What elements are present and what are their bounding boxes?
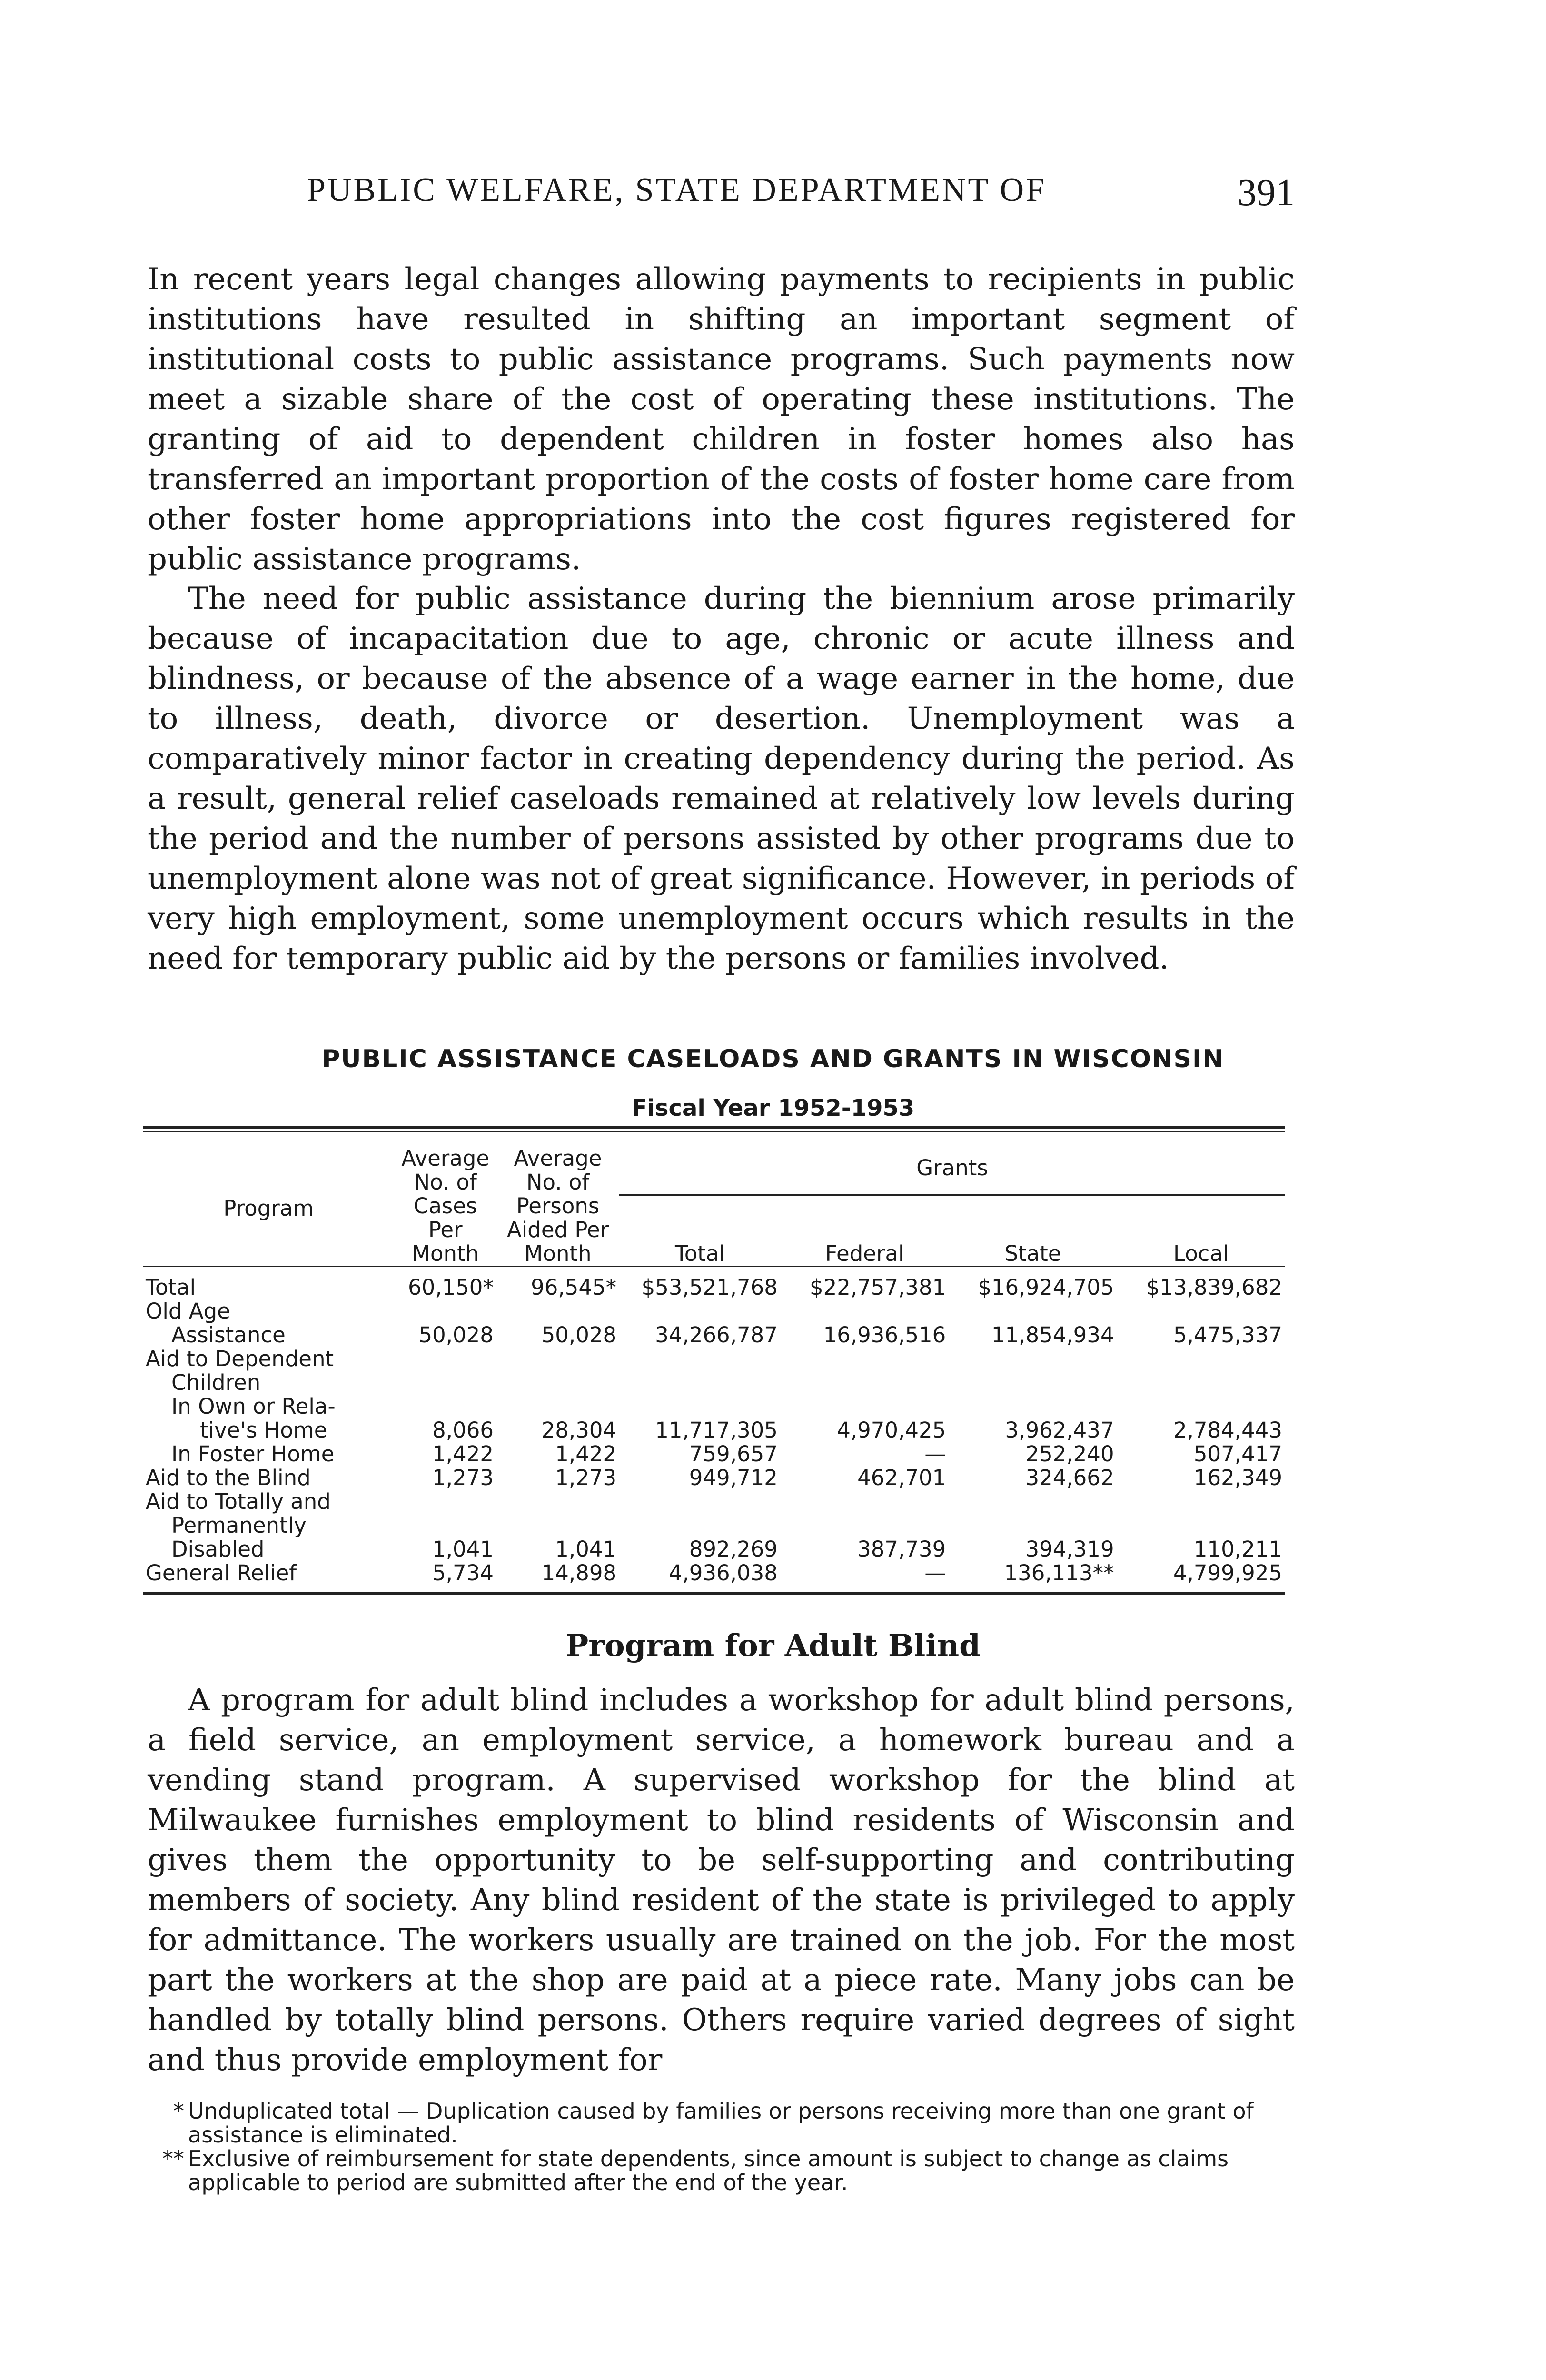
cell-persons: 28,304 <box>541 1418 617 1443</box>
row-label: Old Age <box>146 1299 230 1324</box>
footnote-mark: * <box>173 2098 184 2124</box>
row-label: tive's Home <box>200 1418 327 1443</box>
paragraph-adult-blind: A program for adult blind includes a workshop for adult blind persons, a field service, an employment service, a homework bureau and a vending stand program. A supervised workshop for the blind at Milwaukee furnishes employment to blind residents of Wisconsin and gives them the opportunity to be self-supporting and contributing members of society. Any blind resident of the state is privileged to apply for admittance. The workers usually are trained on the job. For the most part the workers at the shop are paid at a piece rate. Many jobs can be handled by totally blind persons. Others require varied degrees of sight and thus provide employment for <box>148 1683 1295 2078</box>
cell-state: 394,319 <box>1025 1537 1114 1562</box>
row-label: Total <box>146 1275 196 1300</box>
cell-persons: 1,041 <box>555 1537 617 1562</box>
table-row <box>143 1442 1285 1466</box>
table-bottom-rule <box>143 1592 1285 1595</box>
cell-federal: 4,970,425 <box>837 1418 946 1443</box>
row-label: In Foster Home <box>171 1441 335 1467</box>
cell-local: 2,784,443 <box>1173 1418 1282 1443</box>
header-persons <box>496 1132 619 1266</box>
cell-state: 136,113** <box>1004 1560 1114 1586</box>
cell-state: 252,240 <box>1025 1441 1114 1467</box>
cell-total: 892,269 <box>689 1537 778 1562</box>
row-label: General Relief <box>146 1560 297 1586</box>
header-grants: Grants <box>619 1132 1285 1195</box>
cell-federal: 387,739 <box>857 1537 946 1562</box>
cell-total: 11,717,305 <box>655 1418 778 1443</box>
cell-state: 324,662 <box>1025 1465 1114 1490</box>
running-head: PUBLIC WELFARE, STATE DEPARTMENT OF <box>307 172 1047 208</box>
cell-local: $13,839,682 <box>1146 1275 1282 1300</box>
cell-state: $16,924,705 <box>978 1275 1114 1300</box>
header-federal: Federal <box>825 1241 904 1266</box>
header-persons-line2: No. of <box>526 1170 590 1195</box>
header-state: State <box>1004 1241 1061 1266</box>
paragraph-need-for-assistance: The need for public assistance during the biennium arose primarily because of incapacitation due to age, chronic or acute illness and blindness, or because of the absence of a wage earner in the home, due to illness, death, divorce or desertion. Unemployment was a comparatively minor factor in creating dependency during the period. As a result, general relief caseloads remained at relatively low levels during the period and the number of persons assisted by other programs due to unemployment alone was not of great significance. However, in periods of very high employment, some unemployment occurs which results in the need for temporary public aid by the persons or families involved. <box>148 581 1295 976</box>
cell-total: 34,266,787 <box>655 1322 778 1348</box>
cell-total: 949,712 <box>689 1465 778 1490</box>
cell-total: 4,936,038 <box>668 1560 778 1586</box>
row-label: Disabled <box>171 1537 265 1562</box>
header-persons-line3: Persons <box>516 1193 600 1219</box>
page-number: 391 <box>1238 172 1295 214</box>
table-row <box>143 1490 1285 1514</box>
row-label: Children <box>171 1370 261 1395</box>
cell-persons: 96,545* <box>531 1275 617 1300</box>
row-label: Aid to Dependent <box>146 1346 334 1371</box>
table-row <box>143 1514 1285 1537</box>
table-row <box>143 1561 1285 1592</box>
row-label: Permanently <box>171 1513 307 1538</box>
cell-total: 759,657 <box>689 1441 778 1467</box>
header-cases-line5: Month <box>412 1241 479 1266</box>
cell-total: $53,521,768 <box>641 1275 778 1300</box>
section-heading: Program for Adult Blind <box>565 1628 981 1664</box>
row-label: In Own or Rela- <box>171 1394 336 1419</box>
cell-cases: 1,273 <box>432 1465 494 1490</box>
table-row <box>143 1371 1285 1395</box>
table-subtitle: Fiscal Year 1952-1953 <box>631 1095 915 1121</box>
table-row <box>143 1537 1285 1561</box>
cell-federal: $22,757,381 <box>809 1275 946 1300</box>
cell-persons: 1,273 <box>555 1465 617 1490</box>
header-cases <box>394 1132 496 1266</box>
table-row <box>143 1267 1285 1300</box>
cell-federal: 462,701 <box>857 1465 946 1490</box>
cell-local: 110,211 <box>1193 1537 1282 1562</box>
cell-persons: 50,028 <box>541 1322 617 1348</box>
table-title: PUBLIC ASSISTANCE CASELOADS AND GRANTS IN WISCONSIN <box>322 1045 1224 1073</box>
cell-cases: 60,150* <box>407 1275 494 1300</box>
cell-local: 507,417 <box>1193 1441 1282 1467</box>
table-row <box>143 1299 1285 1323</box>
cell-state: 11,854,934 <box>991 1322 1114 1348</box>
header-persons-line1: Average <box>514 1146 602 1171</box>
cell-local: 5,475,337 <box>1173 1322 1282 1348</box>
footnote <box>121 2147 1278 2194</box>
paragraph-legal-changes: In recent years legal changes allowing payments to recipients in public institutions have resulted in shifting an important segment of institutional costs to public assistance programs. Such payments now meet a sizable share of the cost of operating these institutions. The granting of aid to dependent children in foster homes also has transferred an important proportion of the costs of foster home care from other foster home appropriations into the cost figures registered for public assistance programs. <box>148 262 1295 577</box>
header-program: Program <box>223 1196 314 1221</box>
header-cases-line1: Average <box>401 1146 490 1171</box>
table-row <box>143 1323 1285 1347</box>
cell-federal: — <box>924 1560 946 1586</box>
table-row <box>143 1347 1285 1371</box>
cell-persons: 14,898 <box>541 1560 617 1586</box>
header-cases-line2: No. of <box>414 1170 477 1195</box>
cell-persons: 1,422 <box>555 1441 617 1467</box>
footnote-text: Unduplicated total — Duplication caused by families or persons receiving more than one grant of assistance is eliminated. <box>188 2098 1254 2148</box>
cell-local: 4,799,925 <box>1173 1560 1282 1586</box>
cell-cases: 1,422 <box>432 1441 494 1467</box>
cell-federal: — <box>924 1441 946 1467</box>
header-cases-line3: Cases <box>413 1193 477 1219</box>
table-row <box>143 1418 1285 1442</box>
header-persons-line5: Month <box>524 1241 592 1266</box>
header-local: Local <box>1173 1241 1229 1266</box>
cell-cases: 1,041 <box>432 1537 494 1562</box>
footnotes <box>121 2099 1278 2194</box>
row-label: Aid to Totally and <box>146 1489 331 1514</box>
table-row <box>143 1466 1285 1490</box>
header-total: Total <box>674 1241 725 1266</box>
header-persons-line4: Aided Per <box>506 1217 609 1242</box>
cell-cases: 8,066 <box>432 1418 494 1443</box>
row-label: Aid to the Blind <box>146 1465 311 1490</box>
cell-state: 3,962,437 <box>1005 1418 1114 1443</box>
cell-local: 162,349 <box>1193 1465 1282 1490</box>
cell-cases: 5,734 <box>432 1560 494 1586</box>
caseloads-grid <box>143 1132 1285 1592</box>
cell-cases: 50,028 <box>418 1322 494 1348</box>
footnote-text: Exclusive of reimbursement for state dependents, since amount is subject to change as claims applicable to period are submitted after the end of the year. <box>188 2146 1229 2195</box>
footnote-mark: ** <box>162 2146 184 2172</box>
table-row <box>143 1395 1285 1418</box>
row-label: Assistance <box>171 1322 286 1348</box>
caseloads-table <box>143 1126 1285 1595</box>
header-cases-line4: Per <box>428 1217 463 1242</box>
cell-federal: 16,936,516 <box>823 1322 946 1348</box>
footnote <box>121 2099 1278 2147</box>
